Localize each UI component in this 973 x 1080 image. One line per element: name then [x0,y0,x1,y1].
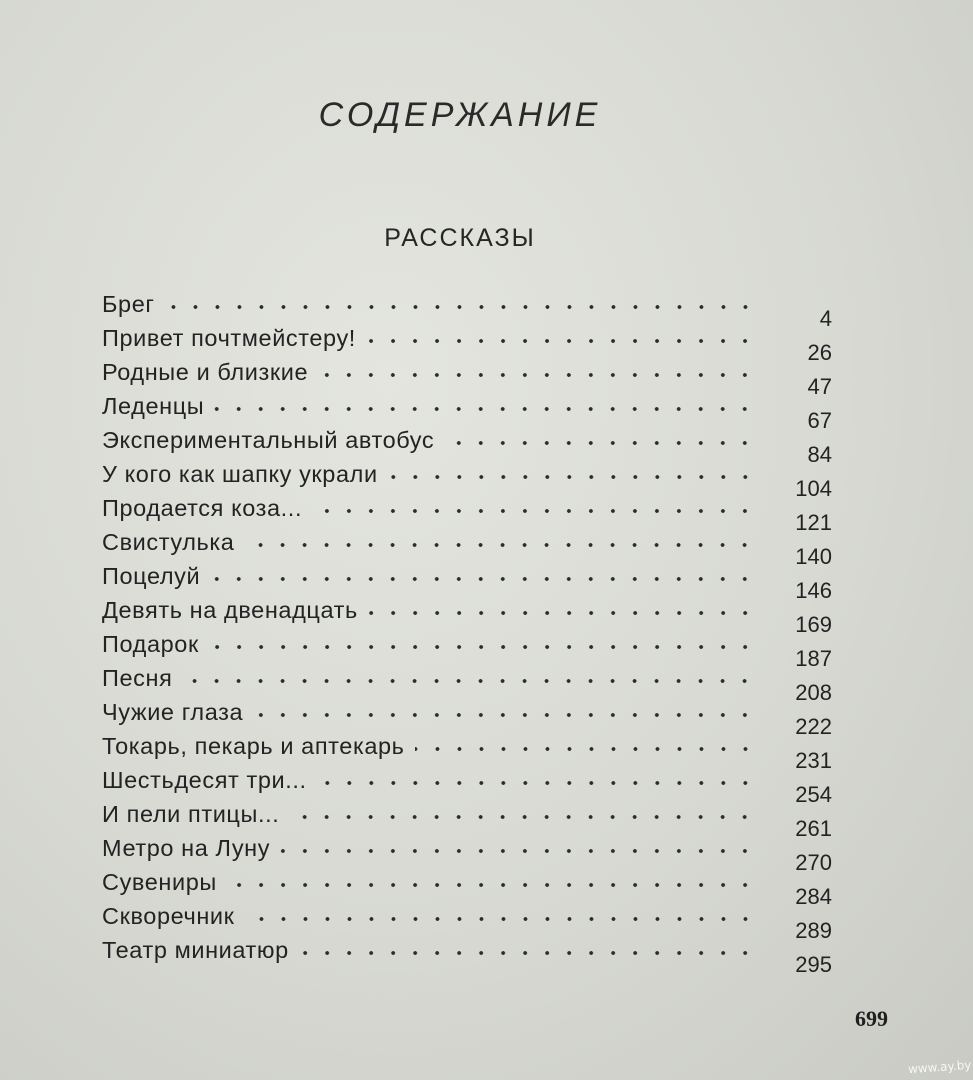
dot-leader [388,472,756,482]
toc-entry [102,726,832,773]
toc-entry-page: 121 [795,510,832,535]
toc-entry-page: 208 [795,680,832,705]
toc-entry [102,624,832,671]
dot-leader [210,574,756,584]
toc-entry-title: Поцелуй [102,563,201,589]
toc-entry-title: У кого как шапку украли [102,461,378,487]
dot-leader [444,438,756,448]
toc-entry [102,420,832,467]
toc-entry-page: 169 [795,612,832,637]
toc-entry-title: Экспериментальный автобус [102,427,435,453]
toc-entry-title: Родные и близкие [102,359,309,385]
toc-entry-page: 231 [795,748,832,773]
toc-entry-title: Чужие глаза [102,699,244,725]
dot-leader [415,744,756,754]
toc-entry-page: 270 [795,850,832,875]
toc-entry-title: Метро на Луну [102,835,271,861]
toc-entry-page: 222 [795,714,832,739]
toc-entry-page: 146 [795,578,832,603]
dot-leader [209,642,756,652]
toc-entry-title: Подарок [102,631,199,657]
toc-entry-page: 4 [819,306,832,331]
dot-leader [368,608,756,618]
toc-entry-title: Леденцы [102,393,205,419]
dot-leader [299,948,756,958]
toc-entry [102,454,832,501]
dot-leader [182,676,756,686]
toc-entry-title: Шестьдесят три... [102,767,307,793]
toc-entry-page: 289 [795,918,832,943]
toc-entry [102,352,832,399]
dot-leader [312,506,756,516]
toc-entry [102,522,832,569]
dot-leader [244,540,756,550]
dot-leader [318,370,756,380]
toc-entry-page: 47 [807,374,832,399]
dot-leader [317,778,756,788]
dot-leader [366,336,756,346]
page-number: 699 [855,1006,888,1031]
page-title: СОДЕРЖАНИЕ [318,96,602,134]
dot-leader [280,846,756,856]
toc-entry [102,760,832,807]
dot-leader [214,404,756,414]
toc-entry-title: Театр миниатюр [102,937,289,963]
toc-entry-page: 104 [795,476,832,501]
toc-entry-page: 67 [807,408,832,433]
toc-entry-title: Продается коза... [102,495,303,521]
toc-entry-page: 140 [795,544,832,569]
toc-entry [102,318,832,365]
toc-entry-title: Песня [102,665,173,691]
toc-entry [102,862,832,909]
toc-entry-page: 284 [795,884,832,909]
dot-leader [253,710,756,720]
toc-entry [102,794,832,841]
toc-entry [102,828,832,875]
toc-entry [102,488,832,535]
toc-entry-title: Свистулька [102,529,235,555]
watermark: www.ay.by [907,1057,972,1077]
toc-entry [102,590,832,637]
toc-entry-page: 261 [795,816,832,841]
section-heading: РАССКАЗЫ [384,224,536,252]
toc-entry-page: 84 [807,442,832,467]
toc-entry-title: Скворечник [102,903,235,929]
table-of-contents [102,284,832,977]
dot-leader [165,302,756,312]
toc-entry [102,896,832,943]
toc-entry-title: И пели птицы... [102,801,280,827]
toc-entry [102,556,832,603]
toc-entry-title: Сувениры [102,869,217,895]
toc-entry [102,692,832,739]
dot-leader [227,880,756,890]
toc-entry-title: Токарь, пекарь и аптекарь [102,733,405,759]
toc-entry-page: 254 [795,782,832,807]
toc-entry [102,386,832,433]
toc-entry-page: 295 [795,952,832,977]
toc-entry [102,930,832,977]
toc-entry-title: Привет почтмейстеру! [102,325,356,351]
toc-entry-page: 26 [807,340,832,365]
toc-entry [102,284,832,331]
toc-entry-title: Брег [102,291,155,317]
toc-entry [102,658,832,705]
dot-leader [289,812,756,822]
toc-entry-title: Девять на двенадцать [102,597,358,623]
dot-leader [245,914,756,924]
toc-entry-page: 187 [795,646,832,671]
